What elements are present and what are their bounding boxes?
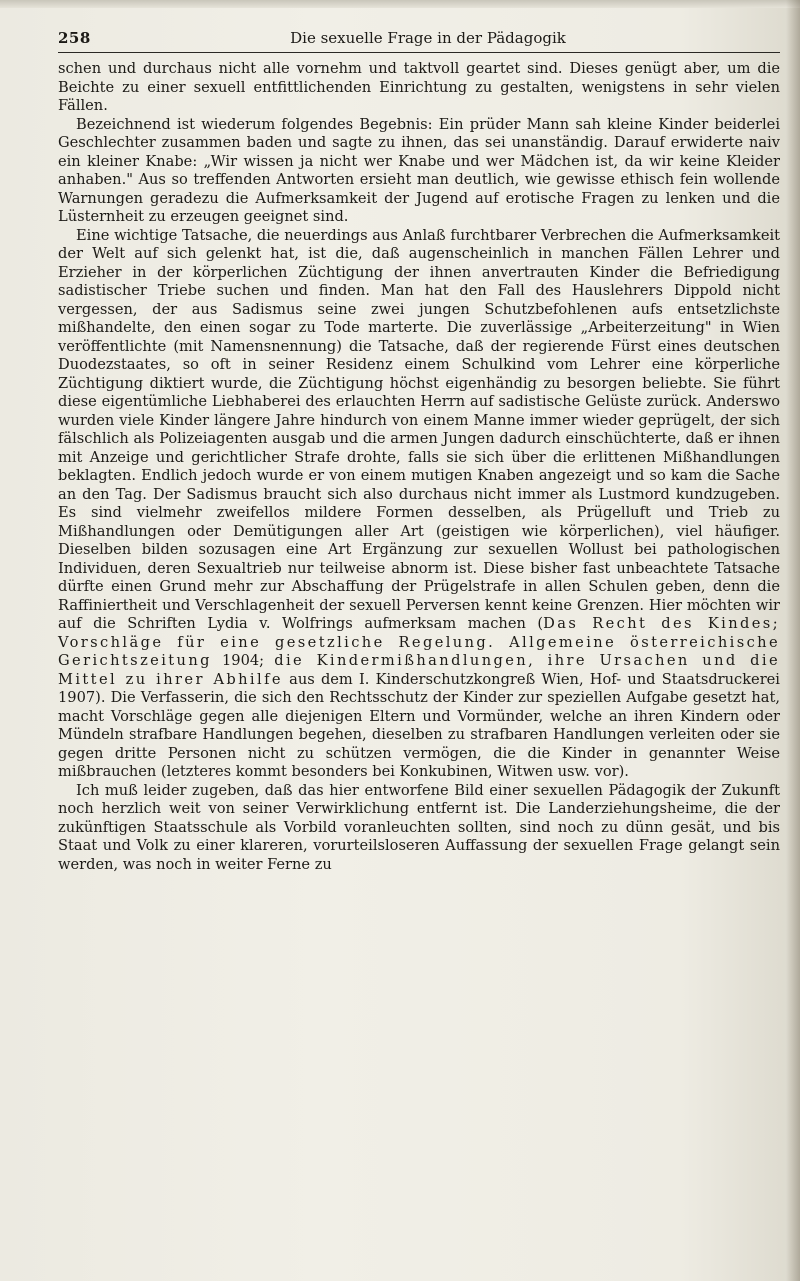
header-divider: [58, 52, 780, 53]
running-title: Die sexuelle Frage in der Pädagogik: [290, 29, 566, 47]
paragraph: schen und durchaus nicht alle vornehm und taktvoll geartet sind. Dieses genügt aber, um die Beichte zu einer sexuell entfittlichenden Einrichtung zu gestalten, wenigstens in sehr vielen Fällen.: [58, 60, 780, 114]
paragraph: Eine wichtige Tatsache, die neuerdings aus Anlaß furchtbarer Verbrechen die Aufmerksamkeit der Welt auf sich gelenkt hat, ist die, daß augenscheinlich in manchen Fällen Lehrer und Erzieher in der körperlichen Züchtigung der ihnen anvertrauten Kinder die Befriedigung sadistischer Triebe suchen und finden. Man hat den Fall des Hauslehrers Dippold nicht vergessen, der aus Sadismus seine zwei jungen Schutzbefohlenen aufs entsetzlichste mißhandelte, den einen sogar zu Tode marterte. Die zuverlässige „Arbeiterzeitung" in Wien veröffentlichte (mit Namensnennung) die Tatsache, daß der regierende Fürst eines deutschen Duodezstaates, so oft in seiner Residenz einem Schulkind vom Lehrer eine körperliche Züchtigung diktiert wurde, die Züchtigung höchst eigenhändig zu besorgen beliebte. Sie führt diese eigentümliche Liebhaberei des erlauchten Herrn auf sadistische Gelüste zurück. Anderswo wurden viele Kinder längere Jahre hindurch von einem Manne immer wieder geprügelt, der sich fälschlich als Polizeiagenten ausgab und die armen Jungen dadurch einschüchterte, daß er ihnen mit Anzeige und gerichtlicher Strafe drohte, falls sie sich über die erlittenen Mißhandlungen beklagten. Endlich jedoch wurde er von einem mutigen Knaben angezeigt und so kam die Sache an den Tag. Der Sadismus braucht sich also durchaus nicht immer als Lustmord kundzugeben. Es sind vielmehr zweifellos mildere Formen desselben, als Prügelluft und Trieb zu Mißhandlungen oder Demütigungen aller Art (geistigen wie körperlichen), viel häufiger. Dieselben bilden sozusagen eine Art Ergänzung zur sexuellen Wollust bei pathologischen Individuen, deren Sexualtrieb nur teilweise abnorm ist. Diese bisher fast unbeachtete Tatsache dürfte einen Grund mehr zur Abschaffung der Prügelstrafe in allen Schulen geben, denn die Raffiniertheit und Verschlagenheit der sexuell Perversen kennt keine Grenzen. Hier möchten wir auf die Schriften Lydia v. Wolfrings aufmerksam machen (Das Recht des Kindes; Vorschläge für eine gesetzliche Regelung. Allgemeine österreichische Gerichtszeitung 1904; die Kindermißhandlungen, ihre Ursachen und die Mittel zu ihrer Abhilfe aus dem I. Kinderschutzkongreß Wien, Hof- und Staatsdruckerei 1907). Die Verfasserin, die sich den Rechtsschutz der Kinder zur speziellen Aufgabe gesetzt hat, macht Vorschläge gegen alle diejenigen Eltern und Vormünder, welche an ihren Kindern oder Mündeln strafbare Handlungen begehen, dieselben zu strafbaren Handlungen verleiten oder sie gegen dritte Personen nicht zu schützen vermögen, die die Kinder in genannter Weise mißbrauchen (letzteres kommt besonders bei Konkubinen, Witwen usw. vor).: [58, 226, 781, 780]
spaced-emphasis: die Kindermißhandlungen, ihre Ursachen und die Mittel zu ihrer Abhilfe: [58, 652, 780, 688]
body-text: [58, 60, 780, 874]
paragraph: Bezeichnend ist wiederum folgendes Begebnis: Ein prüder Mann sah kleine Kinder beiderlei Geschlechter zusammen baden und sagte zu ihnen, das sei unanständig. Darauf erwiderte naiv ein kleiner Knabe: „Wir wissen ja nicht wer Knabe und wer Mädchen ist, da wir keine Kleider anhaben." Aus so treffenden Antworten ersieht man deutlich, wie gewisse ethisch fein wollende Warnungen geradezu die Aufmerksamkeit der Jugend auf erotische Fragen zu lenken und die Lüsternheit zu erzeugen geeignet sind.: [58, 115, 780, 225]
binding-edge-shadow: [786, 0, 800, 1281]
running-header: [58, 29, 778, 51]
page-number: 258: [58, 29, 91, 47]
paragraph: Ich muß leider zugeben, daß das hier entworfene Bild einer sexuellen Pädagogik der Zukunft noch herzlich weit von seiner Verwirklichung entfernt ist. Die Landerziehungsheime, die der zukünftigen Staatsschule als Vorbild voranleuchten sollten, sind noch zu dünn gesät, und bis Staat und Volk zu einer klareren, vorurteilsloseren Auffassung der sexuellen Frage gelangt sein werden, was noch in weiter Ferne zu: [58, 781, 780, 873]
top-edge-decoration: [0, 0, 800, 8]
spaced-emphasis: Das Recht des Kindes; Vorschläge für eine gesetzliche Regelung. Allgemeine österreichische Gerichtszeitung: [58, 615, 781, 669]
